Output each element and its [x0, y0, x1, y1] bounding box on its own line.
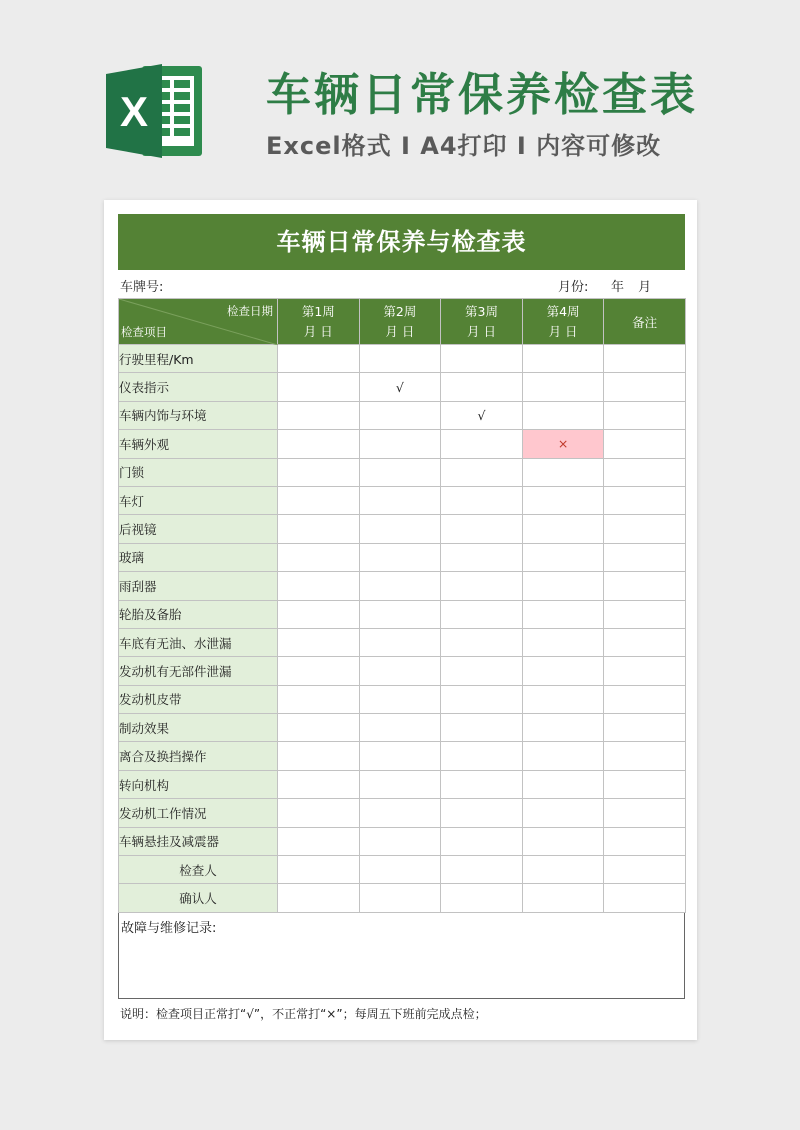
- check-cell-week-3[interactable]: [441, 714, 523, 742]
- check-cell-week-3[interactable]: [441, 543, 523, 571]
- check-cell-week-2[interactable]: [359, 714, 441, 742]
- check-cell-week-4[interactable]: [522, 884, 604, 912]
- year-month-field[interactable]: 年 月: [611, 280, 652, 295]
- remark-cell[interactable]: [604, 486, 686, 514]
- remark-cell[interactable]: [604, 884, 686, 912]
- check-cell-week-3[interactable]: [441, 600, 523, 628]
- remark-cell[interactable]: [604, 572, 686, 600]
- check-cell-week-2[interactable]: [359, 657, 441, 685]
- check-cell-week-3[interactable]: [441, 515, 523, 543]
- row-item-label: 车辆悬挂及减震器: [119, 827, 278, 855]
- check-cell-week-2[interactable]: [359, 345, 441, 373]
- check-cell-week-1[interactable]: [278, 458, 360, 486]
- check-cell-week-4[interactable]: [522, 572, 604, 600]
- remark-cell[interactable]: [604, 827, 686, 855]
- check-cell-week-1[interactable]: [278, 401, 360, 429]
- remark-cell[interactable]: [604, 458, 686, 486]
- remark-cell[interactable]: [604, 714, 686, 742]
- remark-cell[interactable]: [604, 770, 686, 798]
- check-cell-week-4[interactable]: [522, 742, 604, 770]
- check-cell-week-1[interactable]: [278, 572, 360, 600]
- row-item-label: 玻璃: [119, 543, 278, 571]
- table-row: [119, 714, 686, 742]
- excel-logo-icon: [104, 62, 204, 160]
- check-cell-week-3[interactable]: [441, 373, 523, 401]
- banner: [0, 0, 800, 190]
- check-cell-week-3[interactable]: [441, 628, 523, 656]
- remark-cell[interactable]: [604, 657, 686, 685]
- svg-text:X: X: [119, 88, 149, 135]
- row-item-label: 转向机构: [119, 770, 278, 798]
- check-cell-week-1[interactable]: [278, 856, 360, 884]
- check-cell-week-2[interactable]: [359, 543, 441, 571]
- check-cell-week-2[interactable]: [359, 486, 441, 514]
- document-page: [104, 200, 697, 1040]
- check-cell-week-3[interactable]: [441, 884, 523, 912]
- check-cell-week-4[interactable]: [522, 458, 604, 486]
- banner-subtitle: Excel格式 I A4打印 I 内容可修改: [266, 132, 662, 160]
- check-cell-week-2[interactable]: [359, 401, 441, 429]
- inspection-table: [118, 298, 686, 913]
- check-cell-week-1[interactable]: [278, 373, 360, 401]
- row-item-label: 确认人: [119, 884, 278, 912]
- table-row: [119, 856, 686, 884]
- table-row: [119, 628, 686, 656]
- instruction-note: 说明：检查项目正常打“√”，不正常打“×”；每周五下班前完成点检；: [120, 1006, 487, 1021]
- check-cell-week-4[interactable]: [522, 486, 604, 514]
- diagonal-header-cell: [119, 299, 278, 345]
- check-cell-week-3[interactable]: [441, 799, 523, 827]
- check-cell-week-1[interactable]: [278, 799, 360, 827]
- header-week-2: 第2周 月 日: [359, 299, 441, 345]
- check-cell-week-2[interactable]: [359, 628, 441, 656]
- check-cell-week-3[interactable]: [441, 657, 523, 685]
- row-item-label: 发动机有无部件泄漏: [119, 657, 278, 685]
- remark-cell[interactable]: [604, 543, 686, 571]
- row-item-label: 车灯: [119, 486, 278, 514]
- check-cell-week-3[interactable]: [441, 430, 523, 458]
- check-cell-week-4[interactable]: [522, 600, 604, 628]
- remark-cell[interactable]: [604, 799, 686, 827]
- table-body: [119, 345, 686, 913]
- check-cell-week-2[interactable]: [359, 458, 441, 486]
- check-cell-week-2[interactable]: [359, 799, 441, 827]
- row-item-label: 制动效果: [119, 714, 278, 742]
- check-cell-week-2[interactable]: [359, 827, 441, 855]
- row-item-label: 门锁: [119, 458, 278, 486]
- table-row: [119, 799, 686, 827]
- remark-cell[interactable]: [604, 401, 686, 429]
- table-row: [119, 884, 686, 912]
- check-cell-week-3[interactable]: [441, 685, 523, 713]
- check-cell-week-1[interactable]: [278, 515, 360, 543]
- table-row: [119, 543, 686, 571]
- check-cell-week-3[interactable]: [441, 572, 523, 600]
- check-cell-week-2[interactable]: [359, 742, 441, 770]
- check-cell-week-1[interactable]: [278, 714, 360, 742]
- check-cell-week-4[interactable]: [522, 856, 604, 884]
- month-label: 月份:: [558, 280, 589, 295]
- remark-cell[interactable]: [604, 373, 686, 401]
- check-cell-week-4[interactable]: [522, 628, 604, 656]
- check-cell-week-1[interactable]: [278, 345, 360, 373]
- check-cell-week-4[interactable]: [522, 799, 604, 827]
- header-date-label: 检查日期: [227, 304, 273, 318]
- check-cell-week-1[interactable]: [278, 884, 360, 912]
- check-cell-week-4[interactable]: ×: [522, 430, 604, 458]
- check-cell-week-4[interactable]: [522, 345, 604, 373]
- inspection-sheet: [118, 214, 685, 1022]
- header-item-label: 检查项目: [121, 325, 167, 339]
- table-row: [119, 430, 686, 458]
- meta-row: [118, 270, 685, 298]
- row-item-label: 车辆内饰与环境: [119, 401, 278, 429]
- check-cell-week-2[interactable]: √: [359, 373, 441, 401]
- remark-cell[interactable]: [604, 600, 686, 628]
- check-cell-week-1[interactable]: [278, 543, 360, 571]
- header-week-4: 第4周 月 日: [522, 299, 604, 345]
- check-cell-week-1[interactable]: [278, 685, 360, 713]
- banner-title: 车辆日常保养检查表: [266, 68, 699, 121]
- check-cell-week-2[interactable]: [359, 770, 441, 798]
- remark-cell[interactable]: [604, 628, 686, 656]
- remark-cell[interactable]: [604, 430, 686, 458]
- header-week-1: 第1周 月 日: [278, 299, 360, 345]
- row-item-label: 车底有无油、水泄漏: [119, 628, 278, 656]
- table-row: [119, 486, 686, 514]
- table-row: [119, 770, 686, 798]
- check-cell-week-1[interactable]: [278, 742, 360, 770]
- check-cell-week-2[interactable]: [359, 685, 441, 713]
- check-cell-week-4[interactable]: [522, 714, 604, 742]
- table-row: [119, 685, 686, 713]
- check-cell-week-3[interactable]: [441, 770, 523, 798]
- check-cell-week-1[interactable]: [278, 486, 360, 514]
- check-cell-week-4[interactable]: [522, 401, 604, 429]
- check-cell-week-2[interactable]: [359, 884, 441, 912]
- check-cell-week-3[interactable]: √: [441, 401, 523, 429]
- check-cell-week-4[interactable]: [522, 657, 604, 685]
- row-item-label: 发动机工作情况: [119, 799, 278, 827]
- check-cell-week-1[interactable]: [278, 600, 360, 628]
- check-cell-week-1[interactable]: [278, 827, 360, 855]
- fault-repair-record[interactable]: [118, 913, 685, 999]
- check-cell-week-4[interactable]: [522, 827, 604, 855]
- check-cell-week-3[interactable]: [441, 742, 523, 770]
- check-cell-week-1[interactable]: [278, 430, 360, 458]
- table-row: [119, 515, 686, 543]
- row-item-label: 行驶里程/Km: [119, 345, 278, 373]
- check-cell-week-3[interactable]: [441, 345, 523, 373]
- table-row: [119, 827, 686, 855]
- check-cell-week-2[interactable]: [359, 856, 441, 884]
- check-cell-week-1[interactable]: [278, 770, 360, 798]
- table-row: [119, 572, 686, 600]
- header-week-3: 第3周 月 日: [441, 299, 523, 345]
- check-cell-week-4[interactable]: [522, 685, 604, 713]
- sheet-title: 车辆日常保养与检查表: [118, 214, 685, 270]
- check-cell-week-3[interactable]: [441, 458, 523, 486]
- check-cell-week-2[interactable]: [359, 572, 441, 600]
- remark-cell[interactable]: [604, 856, 686, 884]
- check-cell-week-4[interactable]: [522, 770, 604, 798]
- check-cell-week-2[interactable]: [359, 515, 441, 543]
- table-row: [119, 401, 686, 429]
- check-cell-week-2[interactable]: [359, 600, 441, 628]
- remark-cell[interactable]: [604, 345, 686, 373]
- fault-record-label: 故障与维修记录:: [121, 920, 217, 936]
- remark-cell[interactable]: [604, 685, 686, 713]
- row-item-label: 车辆外观: [119, 430, 278, 458]
- check-cell-week-4[interactable]: [522, 515, 604, 543]
- row-item-label: 轮胎及备胎: [119, 600, 278, 628]
- table-row: [119, 373, 686, 401]
- remark-cell[interactable]: [604, 742, 686, 770]
- table-row: [119, 600, 686, 628]
- header-remark: 备注: [604, 299, 686, 345]
- row-item-label: 离合及换挡操作: [119, 742, 278, 770]
- table-row: [119, 345, 686, 373]
- check-cell-week-3[interactable]: [441, 856, 523, 884]
- check-cell-week-3[interactable]: [441, 827, 523, 855]
- table-row: [119, 458, 686, 486]
- check-cell-week-4[interactable]: [522, 543, 604, 571]
- plate-number-label[interactable]: 车牌号:: [120, 280, 164, 295]
- table-row: [119, 657, 686, 685]
- row-item-label: 发动机皮带: [119, 685, 278, 713]
- row-item-label: 后视镜: [119, 515, 278, 543]
- check-cell-week-1[interactable]: [278, 628, 360, 656]
- check-cell-week-3[interactable]: [441, 486, 523, 514]
- row-item-label: 仪表指示: [119, 373, 278, 401]
- row-item-label: 雨刮器: [119, 572, 278, 600]
- check-cell-week-2[interactable]: [359, 430, 441, 458]
- row-item-label: 检查人: [119, 856, 278, 884]
- table-row: [119, 742, 686, 770]
- table-header-row: [119, 299, 686, 345]
- check-cell-week-1[interactable]: [278, 657, 360, 685]
- check-cell-week-4[interactable]: [522, 373, 604, 401]
- remark-cell[interactable]: [604, 515, 686, 543]
